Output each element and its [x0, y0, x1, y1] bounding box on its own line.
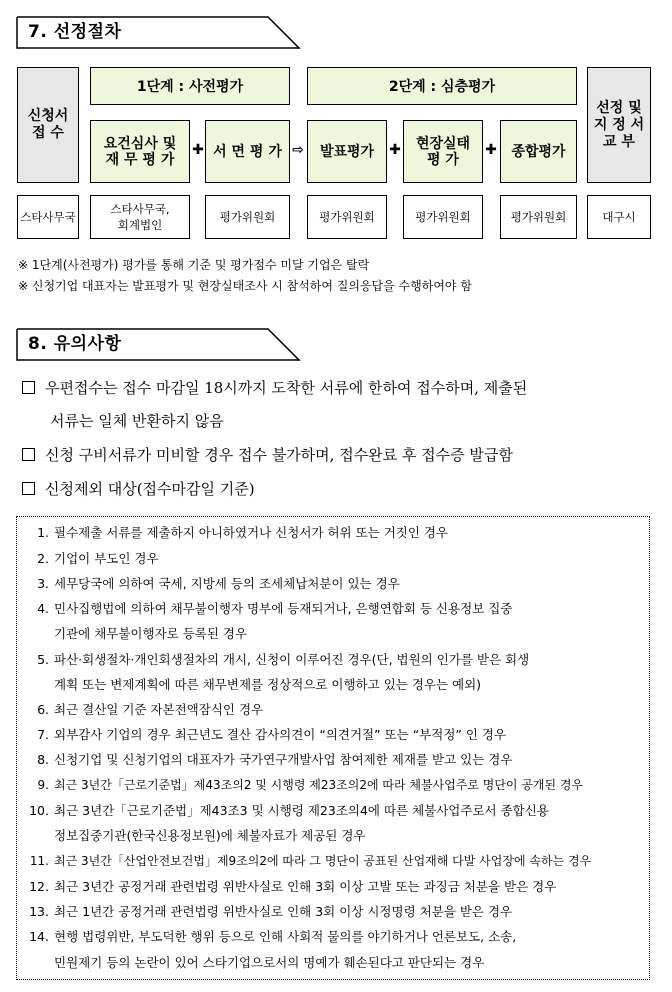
- box-line: 접 수: [32, 125, 64, 141]
- list-item: [27, 902, 512, 920]
- item-text: 최근 3년간「산업안전보건법」제9조의2에 따라 그 명단이 공표된 산업재해 다발 사업장에 속하는 경우: [54, 854, 592, 868]
- application-receipt-box: [17, 67, 79, 183]
- entity-label: 스타사무국,: [110, 202, 170, 216]
- bullet-text: 우편접수는 접수 마감일 18시까지 도착한 서류에 한하여 접수하며, 제출된: [45, 379, 528, 397]
- list-item: [27, 599, 512, 617]
- entity-box: [90, 195, 190, 239]
- item-number: 3.: [37, 576, 49, 591]
- item-text: 최근 결산일 기준 자본전액잠식인 경우: [54, 702, 264, 717]
- item-continuation: 민원제기 등의 논란이 있어 스타기업으로서의 명예가 훼손된다고 판단되는 경우: [54, 955, 485, 970]
- section-7-header: [16, 16, 301, 48]
- step-presentation: [307, 120, 387, 183]
- box-line: 선정 및: [596, 99, 642, 116]
- list-item: [27, 549, 159, 567]
- bullet-item: [22, 478, 255, 499]
- entity-label: 평가위원회: [415, 210, 471, 224]
- step-line: 요건심사 및: [103, 135, 177, 152]
- item-text: 파산·회생절차·개인회생절차의 개시, 신청이 이루어진 경우(단, 법원의 인가를 받은 회생: [54, 652, 530, 667]
- item-text: 최근 3년간「근로기준법」제43조의2 및 시행령 제23조의2에 따라 체불사업주로 명단이 공개된 경우: [54, 778, 584, 792]
- section-8-title: 8. 유의사항: [28, 334, 122, 354]
- step-line: 서 면 평 가: [213, 143, 282, 160]
- plus-icon: ✚: [389, 142, 401, 158]
- step-document-review: [205, 120, 290, 183]
- item-text: 외부감사 기업의 경우 최근년도 결산 감사의견이 “의견거절” 또는 “부적정” 인 경우: [54, 727, 507, 742]
- arrow-right-icon: ⇨: [292, 142, 304, 158]
- list-item: [27, 927, 516, 945]
- item-number: 6.: [37, 702, 49, 717]
- entity-box: [307, 195, 387, 239]
- entity-box: [205, 195, 290, 239]
- item-number: 2.: [37, 551, 49, 566]
- item-text: 기업이 부도인 경우: [54, 551, 159, 566]
- step-requirement-financial: [90, 120, 190, 183]
- item-number: 11.: [29, 854, 49, 868]
- item-text: 민사집행법에 의하여 채무불이행자 명부에 등재되거나, 은행연합회 등 신용정보 집중: [54, 601, 513, 616]
- item-number: 8.: [37, 752, 49, 767]
- step-line: 종합평가: [511, 143, 566, 160]
- step-site-inspection: [403, 120, 483, 183]
- item-continuation: 기관에 채무불이행자로 등록된 경우: [54, 626, 248, 641]
- bullet-text: 신청 구비서류가 미비할 경우 접수 불가하며, 접수완료 후 접수증 발급함: [45, 446, 513, 464]
- item-number: 12.: [29, 879, 49, 894]
- item-number: 13.: [29, 904, 49, 919]
- item-number: 1.: [37, 525, 49, 540]
- note-1: ※ 1단계(사전평가) 평가를 통해 기준 및 평가점수 미달 기업은 탈락: [18, 258, 370, 272]
- list-item: [27, 700, 263, 718]
- note-2: ※ 신청기업 대표자는 발표평가 및 현장실태조사 시 참석하여 질의응답을 수행하여야 함: [18, 279, 472, 293]
- section-7-title: 7. 선정절차: [28, 22, 122, 42]
- item-text: 세무당국에 의하여 국세, 지방세 등의 조세체납처분이 있는 경우: [54, 576, 400, 591]
- step-line: 평 가: [427, 151, 459, 168]
- item-continuation: 계획 또는 변제계획에 따른 채무변제를 정상적으로 이행하고 있는 경우는 예외): [54, 677, 482, 692]
- item-number: 4.: [37, 601, 49, 616]
- selection-designation-box: [587, 67, 651, 183]
- step-comprehensive: [500, 120, 577, 183]
- box-line: 지 정 서: [593, 116, 645, 133]
- checkbox-square-icon: [22, 381, 35, 394]
- item-number: 5.: [37, 652, 49, 667]
- plus-icon: ✚: [485, 142, 497, 158]
- entity-box: [500, 195, 577, 239]
- list-item: [27, 750, 512, 768]
- step-line: 재 무 평 가: [105, 151, 175, 168]
- list-item: [27, 650, 529, 668]
- item-text: 현행 법령위반, 부도덕한 행위 등으로 인해 사회적 물의를 야기하거나 언론보도, 소송,: [54, 929, 517, 944]
- stage-2-header: 2단계 : 심층평가: [307, 67, 577, 105]
- step-line: 현장실태: [415, 135, 471, 152]
- entity-label: 평가위원회: [219, 210, 276, 224]
- item-text: 신청기업 및 신청기업의 대표자가 국가연구개발사업 참여제한 제재를 받고 있는 경우: [54, 752, 513, 767]
- box-line: 신청서: [27, 108, 69, 124]
- bullet-text: 서류는 일체 반환하지 않음: [50, 412, 224, 430]
- entity-box: [403, 195, 483, 239]
- exclusion-list: [16, 516, 650, 980]
- entity-box: [17, 195, 79, 239]
- item-text: 필수제출 서류를 제출하지 아니하였거나 신청서가 허위 또는 거짓인 경우: [54, 525, 449, 540]
- list-item: [27, 523, 448, 541]
- entity-box: [587, 195, 651, 239]
- entity-label: 평가위원회: [319, 210, 375, 224]
- checkbox-square-icon: [22, 482, 35, 495]
- entity-label: 스타사무국: [20, 210, 76, 224]
- bullet-continuation: [50, 410, 224, 431]
- item-continuation: 정보집중기관(한국신용정보원)에 체불자료가 제공된 경우: [54, 828, 366, 843]
- checkbox-square-icon: [22, 448, 35, 461]
- item-number: 14.: [29, 929, 49, 944]
- item-number: 9.: [37, 778, 49, 792]
- list-item: [27, 725, 506, 743]
- item-text: 최근 1년간 공정거래 관련법령 위반사실로 인해 3회 이상 시정명령 처분을 받은 경우: [54, 904, 513, 919]
- plus-icon: ✚: [192, 142, 204, 158]
- list-item: [27, 801, 549, 819]
- list-item: [27, 574, 400, 592]
- bullet-item: [22, 444, 513, 465]
- list-item: [27, 877, 556, 895]
- entity-label: 평가위원회: [510, 210, 567, 224]
- item-text: 최근 3년간 공정거래 관련법령 위반사실로 인해 3회 이상 고발 또는 과징금 처분을 받은 경우: [54, 879, 557, 894]
- bullet-item: [22, 377, 527, 398]
- entity-label: 대구시: [602, 210, 636, 224]
- item-number: 10.: [29, 803, 49, 818]
- stage-1-header: 1단계 : 사전평가: [90, 67, 290, 105]
- list-item: [27, 776, 583, 793]
- entity-label: 회계법인: [117, 218, 163, 232]
- box-line: 교 부: [603, 133, 635, 150]
- step-line: 발표평가: [319, 143, 375, 160]
- list-item: [27, 852, 591, 869]
- item-text: 최근 3년간「근로기준법」제43조3 및 시행령 제23조의4에 따른 체불사업주로서 종합신용: [54, 803, 549, 818]
- bullet-text: 신청제외 대상(접수마감일 기준): [45, 480, 255, 498]
- section-8-header: [16, 328, 301, 360]
- item-number: 7.: [37, 727, 49, 742]
